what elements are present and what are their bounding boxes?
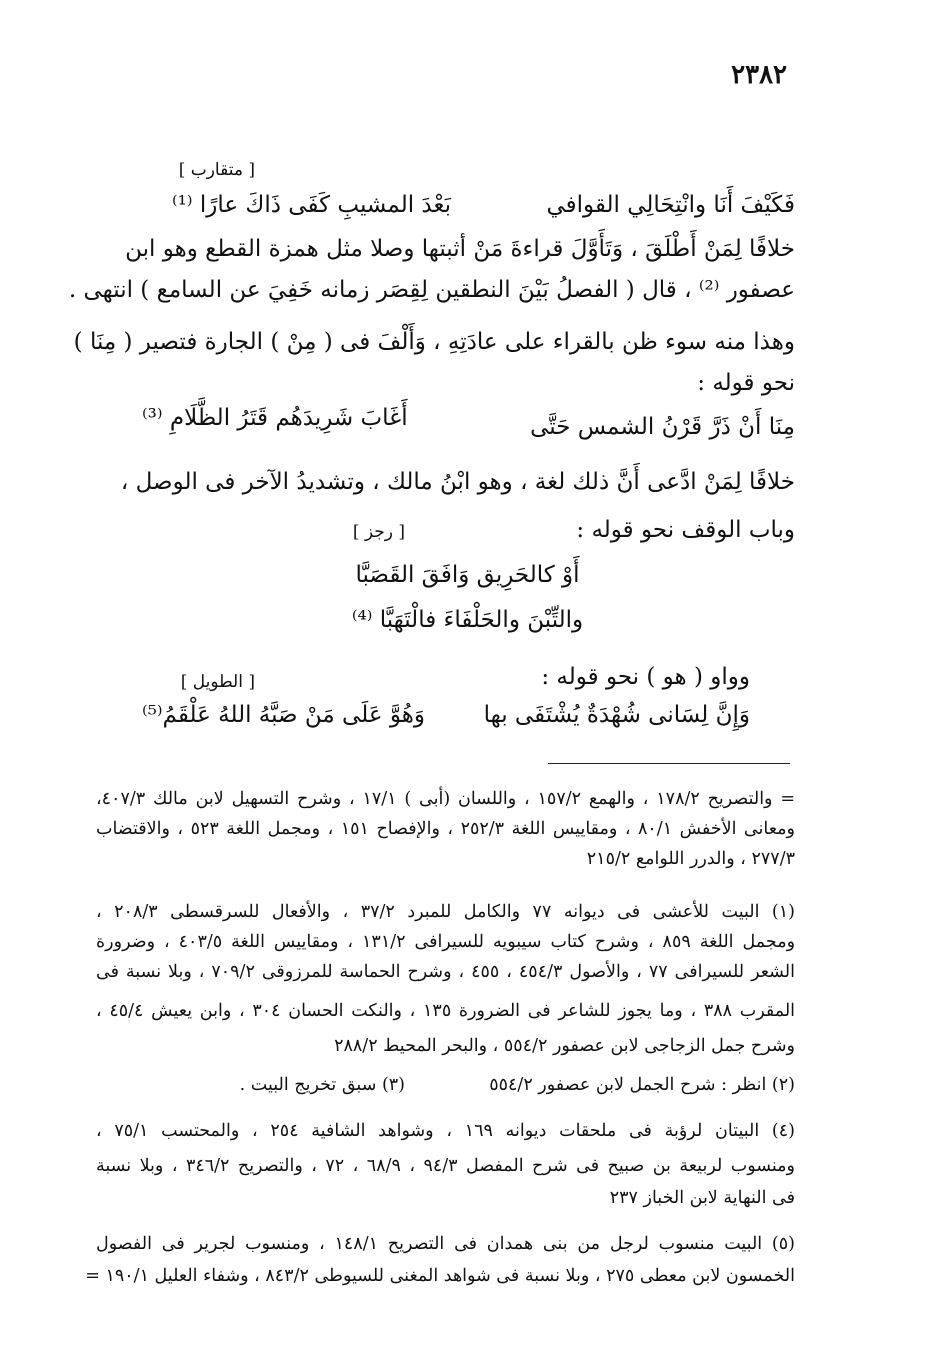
verse1-first-hemistich: فَكَيْفَ أَنَا وانْتِحَالِي القوافي [546, 192, 795, 218]
footnote-2: (٢) انظر : شرح الجمل لابن عصفور ٥٥٤/٢ [489, 1075, 795, 1095]
footnote-4-line-2: ومنسوب لربيعة بن صبيح فى شرح المفصل ٩٤/٣ ، ٦٨/٩ ، ٧٢ ، والتصريح ٣٤٦/٢ ، وبلا نسبة [96, 1156, 795, 1176]
verse3-first-hemistich: وَإِنَّ لِسَانى شُهْدَةٌ يُشْتَفَى بها [483, 702, 750, 728]
verse2-first-hemistich: مِنَا أَنْ ذَرَّ قَرْنُ الشمس حَتَّى [530, 414, 795, 440]
footnote-3: (٣) سبق تخريج البيت . [239, 1075, 405, 1095]
verse3-second-hemistich: وَهُوَّ عَلَى مَنْ صَبَّهُ اللهُ عَلْقَمُ⁽⁵⁾ [142, 702, 425, 728]
footnote-cont-line-1: = والتصريح ١٧٨/٢ ، والهمع ١٥٧/٢ ، واللسان (أبى ) ١٧/١ ، وشرح التسهيل لابن مالك ٤٠٧/٣، [96, 789, 795, 809]
footnote-5-line-2: الخمسون لابن معطى ٢٧٥ ، وبلا نسبة فى شواهد المغنى للسيوطى ٨٤٣/٢ ، وشفاء العليل ١٩٠/١ = [85, 1266, 795, 1286]
verse1-second-hemistich: بَعْدَ المشيبِ كَفَى ذَاكَ عارًا ⁽¹⁾ [172, 192, 451, 218]
footnote-4-line-3: فى النهاية لابن الخباز ٢٣٧ [609, 1188, 795, 1208]
footnote-4-line-1: (٤) البيتان لرؤبة فى ملحقات ديوانه ١٦٩ ، وشواهد الشافية ٢٥٤ ، والمحتسب ٧٥/١ ، [96, 1121, 795, 1141]
verse2-second-hemistich: أَغَابَ شَرِيدَهُم قَتَرُ الظَّلَامِ ⁽³⁾ [142, 405, 408, 431]
text-line-2: عصفور ⁽²⁾ ، قال ( الفصلُ بَيْنَ النطقين لِقِصَر زمانه خَفِيَ عن السامع ) انتهى . [68, 277, 795, 303]
footnote-1-line-3: الشعر للسيرافى ٧٧ ، والأصول ٤٥٤/٣ ، ٤٥٥ ، وشرح الحماسة للمرزوقى ٧٠٩/٢ ، وبلا نسبة فى [96, 962, 795, 982]
text-line-3: وهذا منه سوء ظن بالقراء على عادَتِهِ ، وَأَلْفَ فى ( مِنْ ) الجارة فتصير ( مِنَا ) [73, 329, 795, 355]
footnote-cont-line-3: ٢٧٧/٣ ، والدرر اللوامع ٢١٥/٢ [586, 849, 795, 869]
meter-label-rajaz: [ رجز ] [352, 522, 405, 542]
footnote-cont-line-2: ومعانى الأخفش ٨٠/١ ، ومقاييس اللغة ٢٥٢/٣ ، والإفصاح ١٥١ ، ومجمل اللغة ٥٢٣ ، والاقتضاب [96, 819, 795, 839]
text-line-6: وباب الوقف نحو قوله : [576, 517, 795, 543]
footnote-1-line-4: المقرب ٣٨٨ ، وما يجوز للشاعر فى الضرورة ١٣٥ ، والنكت الحسان ٣٠٤ ، وابن يعيش ٤٥/٤ ، [96, 1001, 796, 1021]
meter-label-tawil: [ الطويل ] [180, 672, 255, 692]
footnote-1-line-5: وشرح جمل الزجاجى لابن عصفور ٥٥٤/٢ ، والبحر المحيط ٢٨٨/٢ [334, 1036, 795, 1056]
footnote-separator [548, 763, 790, 764]
text-line-4: نحو قوله : [697, 370, 795, 396]
footnote-5-line-1: (٥) البيت منسوب لرجل من بنى همدان فى التصريح ١٤٨/١ ، ومنسوب لجرير فى الفصول [96, 1234, 795, 1254]
text-line-1: خلافًا لِمَنْ أَطْلَقَ ، وَتَأَوَّلَ قراءةَ مَنْ أثبتها وصلا مثل همزة القطع وهو ابن [125, 236, 795, 262]
footnote-1-line-2: ومجمل اللغة ٨٥٩ ، وشرح كتاب سيبويه للسيرافى ١٣١/٢ ، ومقاييس اللغة ٤٠٣/٥ ، وضرورة [96, 932, 796, 952]
page-number: ٢٣٨٢ [731, 60, 787, 90]
text-line-7: وواو ( هو ) نحو قوله : [541, 664, 750, 690]
text-line-5: خلافًا لِمَنْ ادَّعى أَنَّ ذلك لغة ، وهو ابْنُ مالك ، وتشديدُ الآخر فى الوصل ، [120, 469, 795, 495]
rajaz-line-2: والتِّبْنَ والحَلْفَاءَ فالْتَهَبَّا ⁽⁴⁾ [351, 607, 584, 633]
rajaz-line-1: أَوْ كالحَرِيق وَافَقَ القَصَبَّا [355, 562, 580, 588]
footnote-1-line-1: (١) البيت للأعشى فى ديوانه ٧٧ والكامل للمبرد ٣٧/٢ ، والأفعال للسرقسطى ٢٠٨/٣ ، [96, 902, 795, 922]
meter-label-mutaqarib: [ متقارب ] [178, 160, 255, 180]
